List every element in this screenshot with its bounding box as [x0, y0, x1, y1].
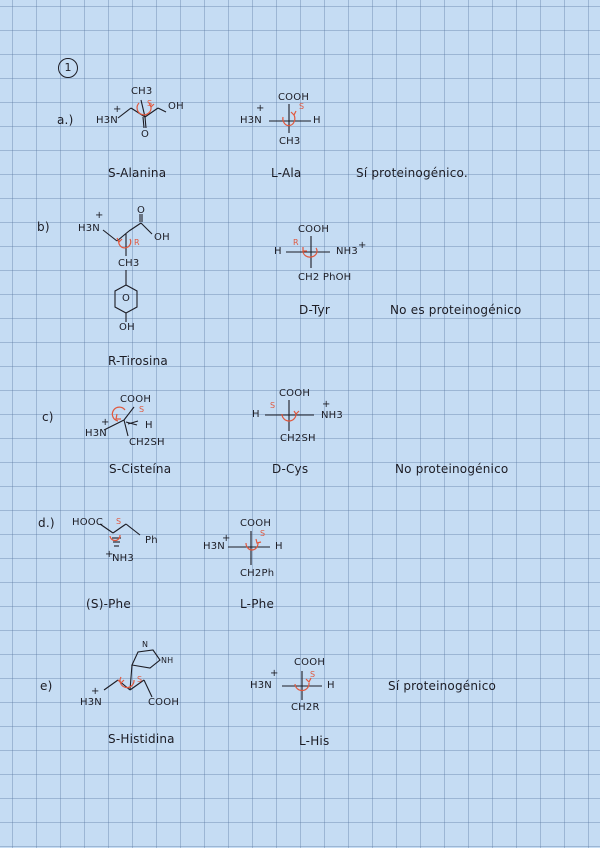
histidine-fischer-bonds	[282, 671, 322, 700]
fischer-top-group: COOH	[278, 92, 310, 103]
oxygen-label: O	[141, 129, 150, 140]
stereo-descriptor: S	[116, 517, 122, 526]
stereo-descriptor: S	[147, 99, 153, 108]
fischer-bottom-group: CH3	[279, 136, 301, 147]
stereo-descriptor: R	[134, 238, 140, 247]
fischer-right-group: H	[327, 680, 335, 691]
fischer-bottom-group: CH2 PhOH	[298, 272, 352, 283]
fischer-top-group: COOH	[279, 388, 311, 399]
question-number: 1	[58, 58, 78, 78]
proteinogenic-note: Sí proteinogénico	[388, 679, 497, 693]
item-label: b)	[37, 220, 50, 234]
fischer-bottom-group: CH2Ph	[240, 568, 275, 579]
item-label: e)	[40, 679, 53, 693]
stereo-descriptor: S	[260, 529, 266, 538]
fischer-left-group: H3N	[250, 680, 272, 691]
carboxyl-label: COOH	[148, 697, 180, 708]
histidine-skeletal-bonds	[104, 650, 160, 697]
stereo-descriptor: S	[139, 405, 145, 414]
charge-plus: +	[358, 240, 367, 251]
stereo-descriptor: S	[310, 670, 316, 679]
stereo-descriptor: S	[137, 675, 143, 684]
item-label: c)	[42, 410, 54, 424]
oxygen-label: O	[137, 205, 146, 216]
fischer-name: L-Phe	[240, 597, 275, 611]
proteinogenic-note: No proteinogénico	[395, 462, 509, 476]
fischer-left-group: H	[274, 246, 282, 257]
phenol-oh-label: OH	[119, 322, 135, 333]
charge-plus: +	[105, 549, 114, 560]
item-label: d.)	[38, 516, 55, 530]
charge-plus: +	[256, 103, 265, 114]
stereo-descriptor: S	[270, 401, 276, 410]
stereo-descriptor: S	[299, 102, 305, 111]
fischer-left-group: H3N	[240, 115, 262, 126]
charge-plus: +	[270, 668, 279, 679]
ring-center-mark: O	[122, 293, 131, 304]
charge-plus: +	[95, 210, 104, 221]
compound-name: S-Alanina	[108, 166, 167, 180]
fischer-right-group: NH3	[336, 246, 358, 257]
ammonium-label: H3N	[78, 223, 100, 234]
fischer-name: L-Ala	[271, 166, 302, 180]
side-chain-label: CH2SH	[129, 437, 165, 448]
phenylalanine-skeletal-bonds	[100, 524, 140, 546]
charge-plus: +	[91, 686, 100, 697]
ammonium-label: NH3	[112, 553, 134, 564]
alanine-fischer-bonds	[269, 104, 311, 133]
fischer-left-group: H3N	[203, 541, 225, 552]
fischer-right-group: H	[275, 541, 283, 552]
ammonium-label: H3N	[85, 428, 107, 439]
fischer-name: L-His	[299, 734, 330, 748]
charge-plus: +	[101, 417, 110, 428]
fischer-name: D-Tyr	[299, 303, 330, 317]
carboxyl-label: HOOC	[72, 517, 104, 528]
fischer-name: D-Cys	[272, 462, 309, 476]
ammonium-label: H3N	[80, 697, 102, 708]
compound-name: S-Histidina	[108, 732, 175, 746]
fischer-left-group: H	[252, 409, 260, 420]
compound-name: (S)-Phe	[86, 597, 131, 611]
alanine-skeletal-bonds	[118, 100, 166, 128]
charge-plus: +	[322, 399, 331, 410]
charge-plus: +	[222, 533, 231, 544]
item-label: a.)	[57, 113, 74, 127]
fischer-top-group: COOH	[294, 657, 326, 668]
hydroxyl-label: OH	[168, 101, 184, 112]
ring-nitrogen-label: N	[142, 640, 149, 649]
hydrogen-label: H	[145, 420, 153, 431]
phenyl-label: Ph	[145, 535, 158, 546]
proteinogenic-note: Sí proteinogénico.	[356, 166, 468, 180]
hydroxyl-label: OH	[154, 232, 170, 243]
charge-plus: +	[113, 104, 122, 115]
methyl-label: CH3	[131, 86, 153, 97]
fischer-right-group: NH3	[321, 410, 343, 421]
fischer-top-group: COOH	[298, 224, 330, 235]
top-group: COOH	[120, 394, 152, 405]
methylene-label: CH3	[118, 258, 140, 269]
fischer-bottom-group: CH2R	[291, 702, 320, 713]
stereo-descriptor: R	[293, 238, 299, 247]
ring-nh-label: NH	[161, 656, 174, 665]
proteinogenic-note: No es proteinogénico	[390, 303, 522, 317]
fischer-right-group: H	[313, 115, 321, 126]
compound-name: R-Tirosina	[108, 354, 168, 368]
compound-name: S-Cisteína	[109, 462, 172, 476]
fischer-top-group: COOH	[240, 518, 272, 529]
ammonium-label: H3N	[96, 115, 118, 126]
fischer-bottom-group: CH2SH	[280, 433, 316, 444]
